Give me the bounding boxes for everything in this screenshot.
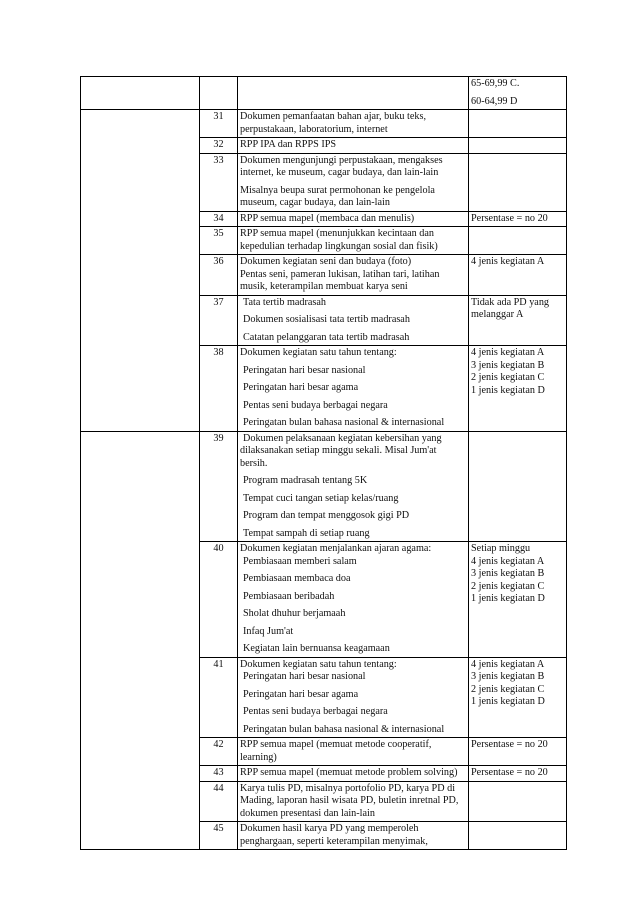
row-criteria bbox=[469, 227, 567, 255]
row-description bbox=[238, 766, 469, 782]
desc-line: Karya tulis PD, misalnya portofolio PD, karya PD di bbox=[240, 782, 456, 794]
criteria-line: 4 jenis kegiatan A bbox=[471, 256, 545, 267]
row-number: 38 bbox=[200, 346, 238, 432]
criteria-line: 1 jenis kegiatan D bbox=[471, 696, 545, 707]
row-number: 44 bbox=[200, 781, 238, 822]
desc-line: dilaksanakan setiap minggu sekali. Misal Jum'at bbox=[240, 445, 437, 456]
row-criteria bbox=[469, 738, 567, 766]
row-description bbox=[238, 657, 469, 738]
criteria-line: 2 jenis kegiatan C bbox=[471, 372, 545, 383]
row-criteria bbox=[469, 542, 567, 658]
desc-line: Misalnya beupa surat permohonan ke pengelola bbox=[240, 184, 435, 196]
row-description bbox=[238, 153, 469, 211]
desc-line: bersih. bbox=[240, 457, 268, 469]
row-description bbox=[238, 822, 469, 850]
criteria-line: 3 jenis kegiatan B bbox=[471, 671, 545, 682]
row-number: 43 bbox=[200, 766, 238, 782]
row-criteria bbox=[469, 211, 567, 227]
desc-line: kepedulian terhadap lingkungan sosial dan fisik) bbox=[240, 240, 438, 252]
desc-line: Tempat cuci tangan setiap kelas/ruang bbox=[243, 492, 399, 504]
row-number: 36 bbox=[200, 255, 238, 296]
row-criteria bbox=[469, 138, 567, 154]
criteria-line: Persentase = no 20 bbox=[471, 739, 548, 750]
desc-line: museum, cagar budaya, dan lain-lain bbox=[240, 197, 390, 208]
table-row bbox=[81, 77, 567, 110]
table-row bbox=[81, 431, 567, 542]
desc-line: musik, keterampilan membuat karya seni bbox=[240, 281, 408, 292]
row-number: 31 bbox=[200, 110, 238, 138]
row-criteria bbox=[469, 255, 567, 296]
row-number: 33 bbox=[200, 153, 238, 211]
row-description bbox=[238, 295, 469, 346]
desc-line: Tata tertib madrasah bbox=[243, 296, 327, 308]
criteria-line: Persentase = no 20 bbox=[471, 212, 548, 224]
desc-line: Pembiasaan membaca doa bbox=[243, 573, 351, 584]
desc-line: Pentas seni, pameran lukisan, latihan tari, latihan bbox=[240, 268, 440, 280]
row-description bbox=[238, 431, 469, 542]
desc-line: RPP semua mapel (menunjukkan kecintaan dan bbox=[240, 228, 434, 239]
desc-line: Pentas seni budaya berbagai negara bbox=[243, 706, 388, 717]
desc-line: Program dan tempat menggosok gigi PD bbox=[243, 510, 410, 521]
row-description bbox=[238, 255, 469, 296]
desc-line: Program madrasah tentang 5K bbox=[243, 475, 368, 486]
row-criteria bbox=[469, 295, 567, 346]
desc-line: internet, ke museum, cagar budaya, dan lain-lain bbox=[240, 167, 439, 178]
criteria-line: Persentase = no 20 bbox=[471, 767, 548, 778]
row-criteria bbox=[469, 431, 567, 542]
row-description bbox=[238, 738, 469, 766]
desc-line: Dokumen kegiatan satu tahun tentang: bbox=[240, 347, 397, 358]
desc-line: Dokumen pemanfaatan bahan ajar, buku teks, bbox=[240, 111, 427, 122]
row-description bbox=[238, 77, 469, 110]
row-criteria bbox=[469, 822, 567, 850]
desc-line: Dokumen mengunjungi perpustakaan, mengakses bbox=[240, 154, 443, 166]
desc-line: Peringatan hari besar agama bbox=[243, 688, 359, 700]
row-number: 42 bbox=[200, 738, 238, 766]
desc-line: Dokumen kegiatan satu tahun tentang: bbox=[240, 658, 397, 670]
desc-line: Peringatan bulan bahasa nasional & internasional bbox=[243, 417, 445, 428]
criteria-line: 2 jenis kegiatan C bbox=[471, 580, 545, 592]
criteria-line: 1 jenis kegiatan D bbox=[471, 593, 545, 604]
criteria-line: Tidak ada PD yang bbox=[471, 296, 550, 308]
row-criteria bbox=[469, 110, 567, 138]
group-cell bbox=[81, 431, 200, 850]
criteria-line: 60-64,99 D bbox=[471, 95, 518, 107]
desc-line: learning) bbox=[240, 751, 277, 763]
row-criteria bbox=[469, 781, 567, 822]
row-description bbox=[238, 138, 469, 154]
desc-line: RPP semua mapel (membaca dan menulis) bbox=[240, 212, 415, 224]
criteria-line: 65-69,99 C. bbox=[471, 78, 520, 89]
desc-line: Pentas seni budaya berbagai negara bbox=[243, 399, 388, 411]
row-number: 34 bbox=[200, 211, 238, 227]
desc-line: Dokumen sosialisasi tata tertib madrasah bbox=[243, 314, 410, 325]
desc-line: Catatan pelanggaran tata tertib madrasah bbox=[243, 331, 410, 343]
criteria-line: 1 jenis kegiatan D bbox=[471, 384, 545, 396]
row-number: 45 bbox=[200, 822, 238, 850]
desc-line: dokumen presentasi dan lain-lain bbox=[240, 807, 375, 819]
desc-line: penghargaan, seperti keterampilan menyimak, bbox=[240, 835, 428, 847]
criteria-line: 4 jenis kegiatan A bbox=[471, 658, 545, 670]
desc-line: Peringatan hari besar nasional bbox=[243, 671, 366, 682]
criteria-line: melanggar A bbox=[471, 309, 524, 320]
desc-line: Kegiatan lain bernuansa keagamaan bbox=[243, 643, 390, 654]
row-number: 37 bbox=[200, 295, 238, 346]
desc-line: perpustakaan, laboratorium, internet bbox=[240, 123, 388, 135]
row-number: 32 bbox=[200, 138, 238, 154]
desc-line: Tempat sampah di setiap ruang bbox=[243, 527, 370, 539]
criteria-line: 2 jenis kegiatan C bbox=[471, 683, 545, 695]
criteria-line: Setiap minggu bbox=[471, 543, 531, 554]
row-description bbox=[238, 781, 469, 822]
row-number: 40 bbox=[200, 542, 238, 658]
desc-line: Peringatan hari besar nasional bbox=[243, 364, 366, 376]
assessment-table bbox=[80, 76, 567, 850]
row-number: 39 bbox=[200, 431, 238, 542]
row-criteria bbox=[469, 766, 567, 782]
row-criteria bbox=[469, 346, 567, 432]
criteria-line: 3 jenis kegiatan B bbox=[471, 568, 545, 579]
desc-line: Sholat dhuhur berjamaah bbox=[243, 608, 346, 619]
criteria-line: 4 jenis kegiatan A bbox=[471, 555, 545, 567]
row-criteria bbox=[469, 657, 567, 738]
row-number bbox=[200, 77, 238, 110]
desc-line: Pembiasaan beribadah bbox=[243, 590, 335, 602]
desc-line: Dokumen kegiatan seni dan budaya (foto) bbox=[240, 256, 412, 267]
criteria-line: 4 jenis kegiatan A bbox=[471, 347, 545, 358]
desc-line: Peringatan bulan bahasa nasional & internasional bbox=[243, 723, 445, 735]
criteria-line: 3 jenis kegiatan B bbox=[471, 359, 545, 371]
row-criteria bbox=[469, 153, 567, 211]
group-cell bbox=[81, 110, 200, 432]
desc-line: Dokumen kegiatan menjalankan ajaran agama: bbox=[240, 543, 432, 554]
row-description bbox=[238, 110, 469, 138]
desc-line: Peringatan hari besar agama bbox=[243, 382, 359, 393]
row-description bbox=[238, 227, 469, 255]
row-description bbox=[238, 211, 469, 227]
desc-line: Mading, laporan hasil wisata PD, buletin inretnal PD, bbox=[240, 795, 459, 806]
desc-line: RPP semua mapel (memuat metode problem solving) bbox=[240, 767, 458, 778]
desc-line: Dokumen hasil karya PD yang memperoleh bbox=[240, 823, 419, 834]
group-cell bbox=[81, 77, 200, 110]
desc-line: RPP semua mapel (memuat metode cooperatif, bbox=[240, 739, 432, 750]
row-criteria bbox=[469, 77, 567, 110]
desc-line: Dokumen pelaksanaan kegiatan kebersihan yang bbox=[243, 432, 442, 444]
desc-line: Pembiasaan memberi salam bbox=[243, 555, 357, 567]
row-number: 41 bbox=[200, 657, 238, 738]
table-row bbox=[81, 110, 567, 138]
row-description bbox=[238, 542, 469, 658]
desc-line: RPP IPA dan RPPS IPS bbox=[240, 139, 337, 150]
desc-line: Infaq Jum'at bbox=[243, 625, 294, 637]
row-description bbox=[238, 346, 469, 432]
row-number: 35 bbox=[200, 227, 238, 255]
